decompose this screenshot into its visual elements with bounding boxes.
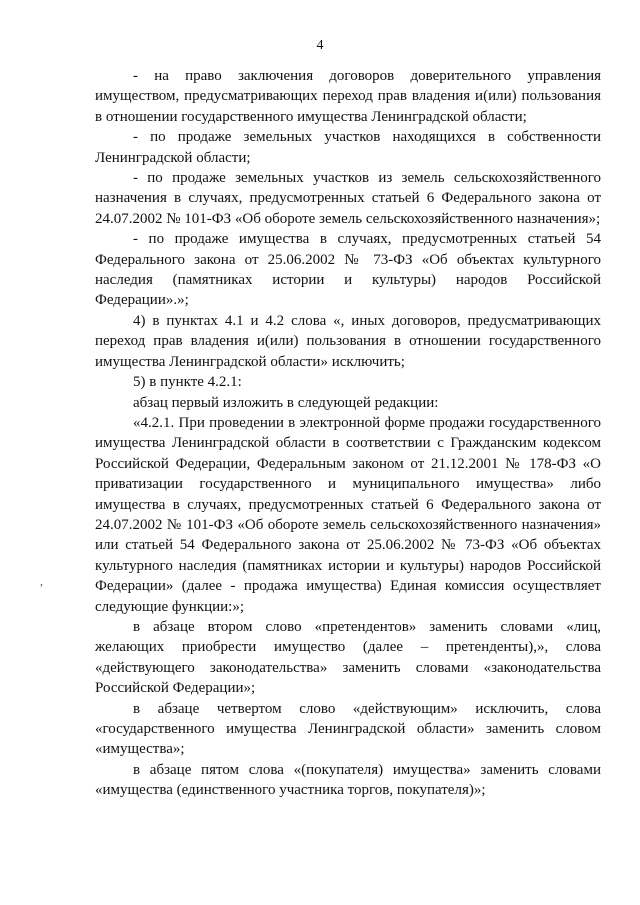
paragraph-fourth-abzac: в абзаце четвертом слово «действующим» исключить, слова «государственного имущества Ленинградской области» заменить словом «имущества»; bbox=[95, 700, 601, 758]
paragraph-second-abzac: в абзаце втором слово «претендентов» заменить словами «лиц, желающих приобрести имущество (далее – претенденты),», слова «действующего законодательства» заменить словами «законодательства Российской Федерации»; bbox=[95, 618, 601, 697]
paragraph-cultural-heritage-sale: - по продаже имущества в случаях, предусмотренных статьей 54 Федерального закона от 25.06.2002 № 73-ФЗ «Об объектах культурного наследия (памятниках истории и культуры) народов Российской Федерации».»; bbox=[95, 231, 601, 309]
paragraph-fifth-abzac: в абзаце пятом слова «(покупателя) имущества» заменить словами «имущества (единственного участника торгов, покупателя)»; bbox=[95, 761, 601, 799]
stray-mark: , bbox=[40, 574, 43, 588]
paragraph-land-sale-regional: - по продаже земельных участков находящихся в собственности Ленинградской области; bbox=[95, 129, 601, 166]
paragraph-first-abzac: абзац первый изложить в следующей редакции: bbox=[133, 394, 439, 411]
paragraph-trust-management: - на право заключения договоров доверительного управления имуществом, предусматривающих переход прав владения и(или) пользования в отношении государственного имущества Ленинградской области; bbox=[95, 68, 601, 125]
document-body bbox=[95, 66, 601, 801]
paragraph-item-4: 4) в пунктах 4.1 и 4.2 слова «, иных договоров, предусматривающих переход прав владения и(или) пользования в отношении государственного имущества Ленинградской области» исключить; bbox=[95, 312, 601, 370]
paragraph-item-5: 5) в пункте 4.2.1: bbox=[133, 374, 242, 391]
page-number: 4 bbox=[316, 38, 324, 53]
paragraph-4-2-1: «4.2.1. При проведении в электронной форме продажи государственного имущества Ленинградской области в соответствии с Гражданским кодексом Российской Федерации, Федеральным законом от 21.12.2001 № 178-ФЗ «О приватизации государственного и муниципального имущества» либо имущества в случаях, предусмотренных статьей 6 Федерального закона от 24.07.2002 № 101-ФЗ «Об обороте земель сельскохозяйственного назначения» или статьей 54 Федерального закона от 25.06.2002 № 73-ФЗ «Об объектах культурного наследия (памятниках истории и культуры) народов Российской Федерации» (далее - продажа имущества) Единая комиссия осуществляет следующие функции:»; bbox=[95, 414, 601, 615]
paragraph-land-sale-agricultural: - по продаже земельных участков из земель сельскохозяйственного назначения в случаях, предусмотренных статьей 6 Федерального закона от 24.07.2002 № 101-ФЗ «Об обороте земель сельскохозяйственного назначения»; bbox=[95, 170, 601, 227]
